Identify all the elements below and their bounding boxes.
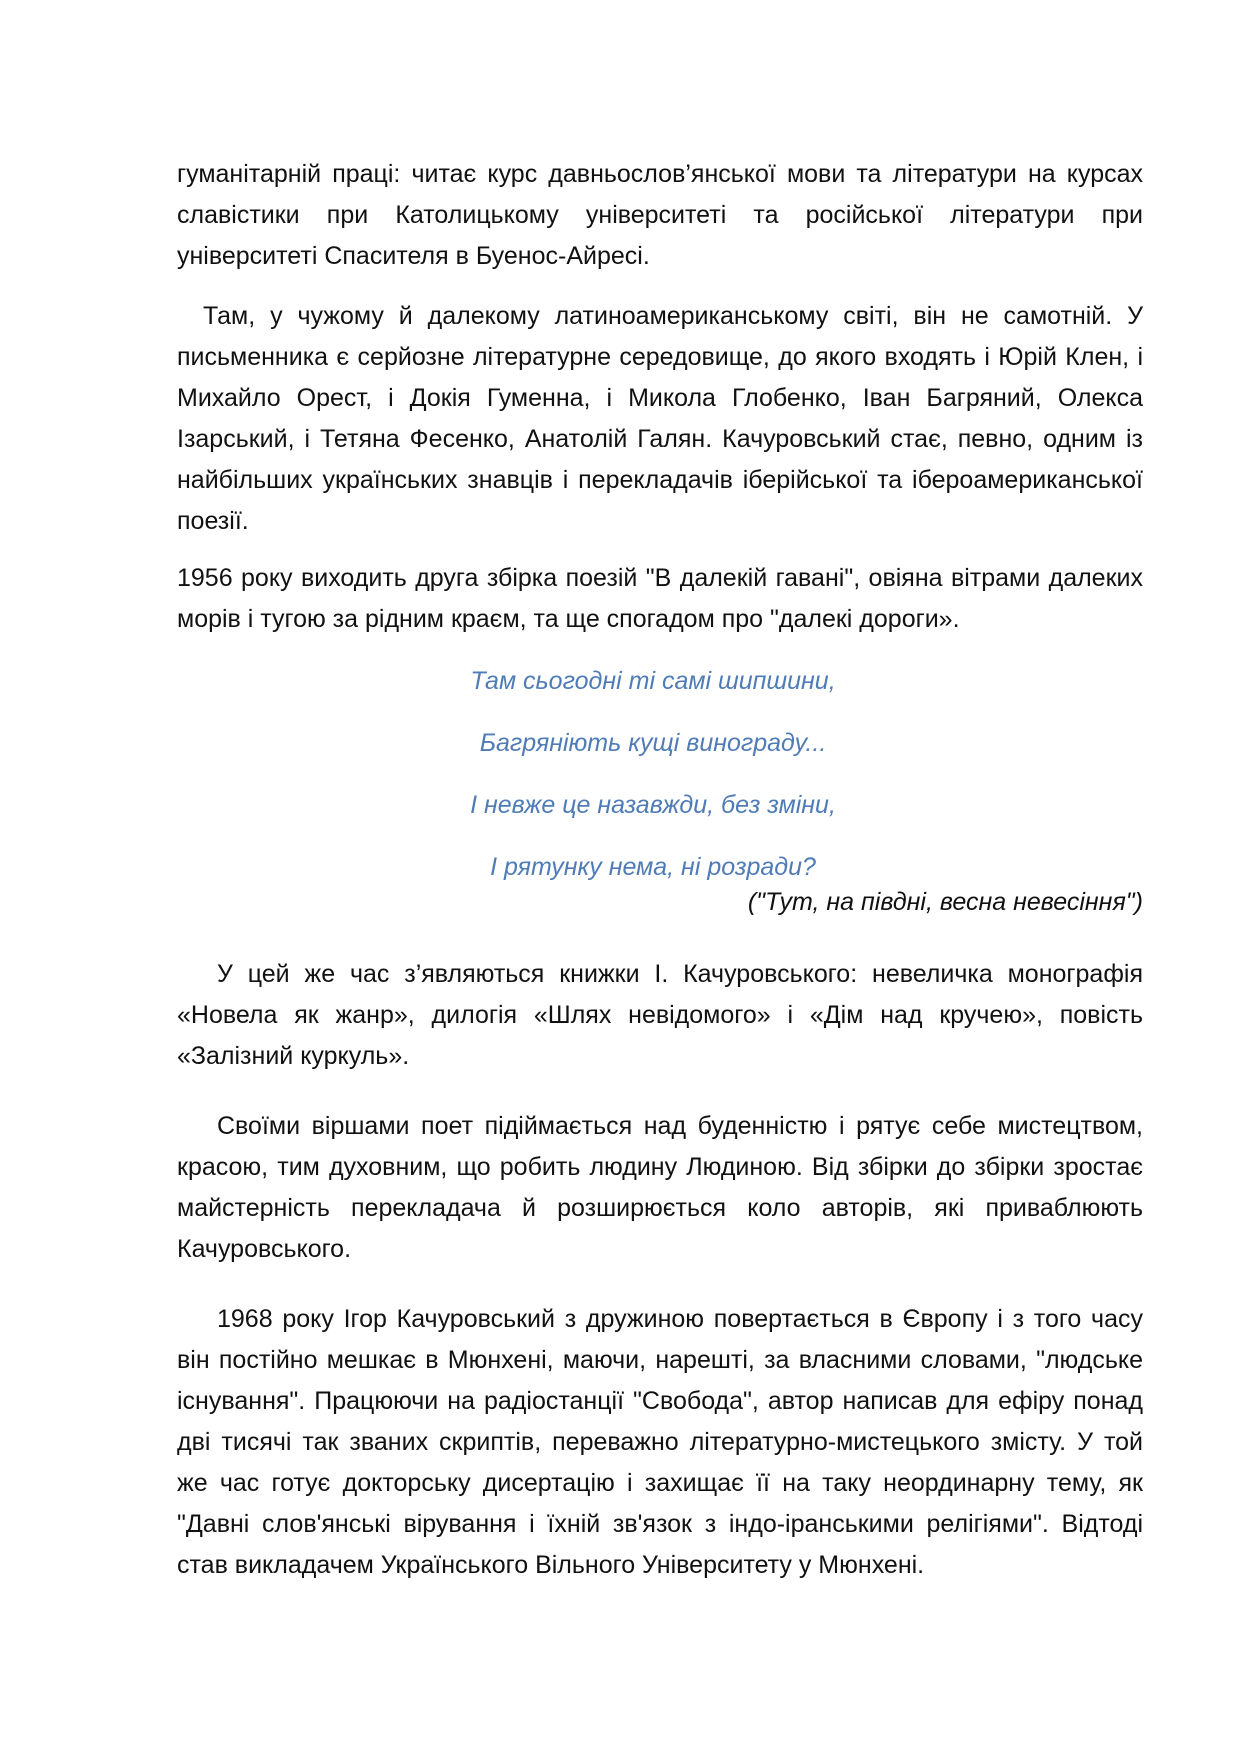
document-body [177, 154, 1143, 1586]
poem-line: І невже це назавжди, без зміни, [470, 791, 836, 819]
paragraph-latin-america: Там, у чужому й далекому латиноамериканському світі, він не самотній. У письменника є серйозне літературне середовище, до якого входять і Юрій Клен, і Михайло Орест, і Докія Гуменна, і Микола Глобенко, Іван Багряний, Олекса Ізарський, і Тетяна Фесенко, Анатолій Галян. Качуровський стає, певно, одним із найбільших українських знавців і перекладачів іберійської та іберoамериканської поезії. [177, 302, 1143, 535]
poem-line: Там сьогодні ті самі шипшини, [470, 667, 836, 695]
poem-line: І рятунку нема, ні розради? [490, 853, 816, 881]
paragraph-collection-1956: 1956 року виходить друга збірка поезій "В далекій гавані", овіяна вітрами далеких морів і тугою за рідним краєм, та ще спогадом про "далекі дороги». [177, 564, 1143, 633]
poem-source: ("Тут, на півдні, весна невесіння") [747, 888, 1143, 916]
paragraph-munich: 1968 року Ігор Качуровський з дружиною повертається в Європу і з того часу він постійно мешкає в Мюнхені, маючи, нарешті, за власними словами, "людське існування". Працюючи на радіостанції "Свобода", автор написав для ефіру понад дві тисячі так званих скриптів, переважно літературно-мистецького змісту. У той же час готує докторську дисертацію і захищає її на таку неординарну тему, як "Давні слов'янські вірування і їхній зв'язок з індо-іранськими релігіями". Відтоді став викладачем Українського Вільного Університету у Мюнхені. [177, 1305, 1143, 1579]
paragraph-poetry: Своїми віршами поет підіймається над буденністю і рятує себе мистецтвом, красою, тим духовним, що робить людину Людиною. Від збірки до збірки зростає майстерність перекладача й розширюється коло авторів, які приваблюють Качуровського. [177, 1112, 1143, 1263]
paragraph-books: У цей же час з’являються книжки І. Качуровського: невеличка монографія «Новела як жанр», дилогія «Шлях невідомого» і «Дім над кручею», повість «Залізний куркуль». [177, 960, 1143, 1070]
poem-line: Багряніють кущі винограду... [479, 729, 827, 757]
poem-quote [177, 661, 1143, 923]
paragraph-continuation: гуманітарній праці: читає курс давньослов’янської мови та літератури на курсах славістики при Католицькому університеті та російської літератури при університеті Спасителя в Буенос-Айресі. [177, 160, 1143, 270]
